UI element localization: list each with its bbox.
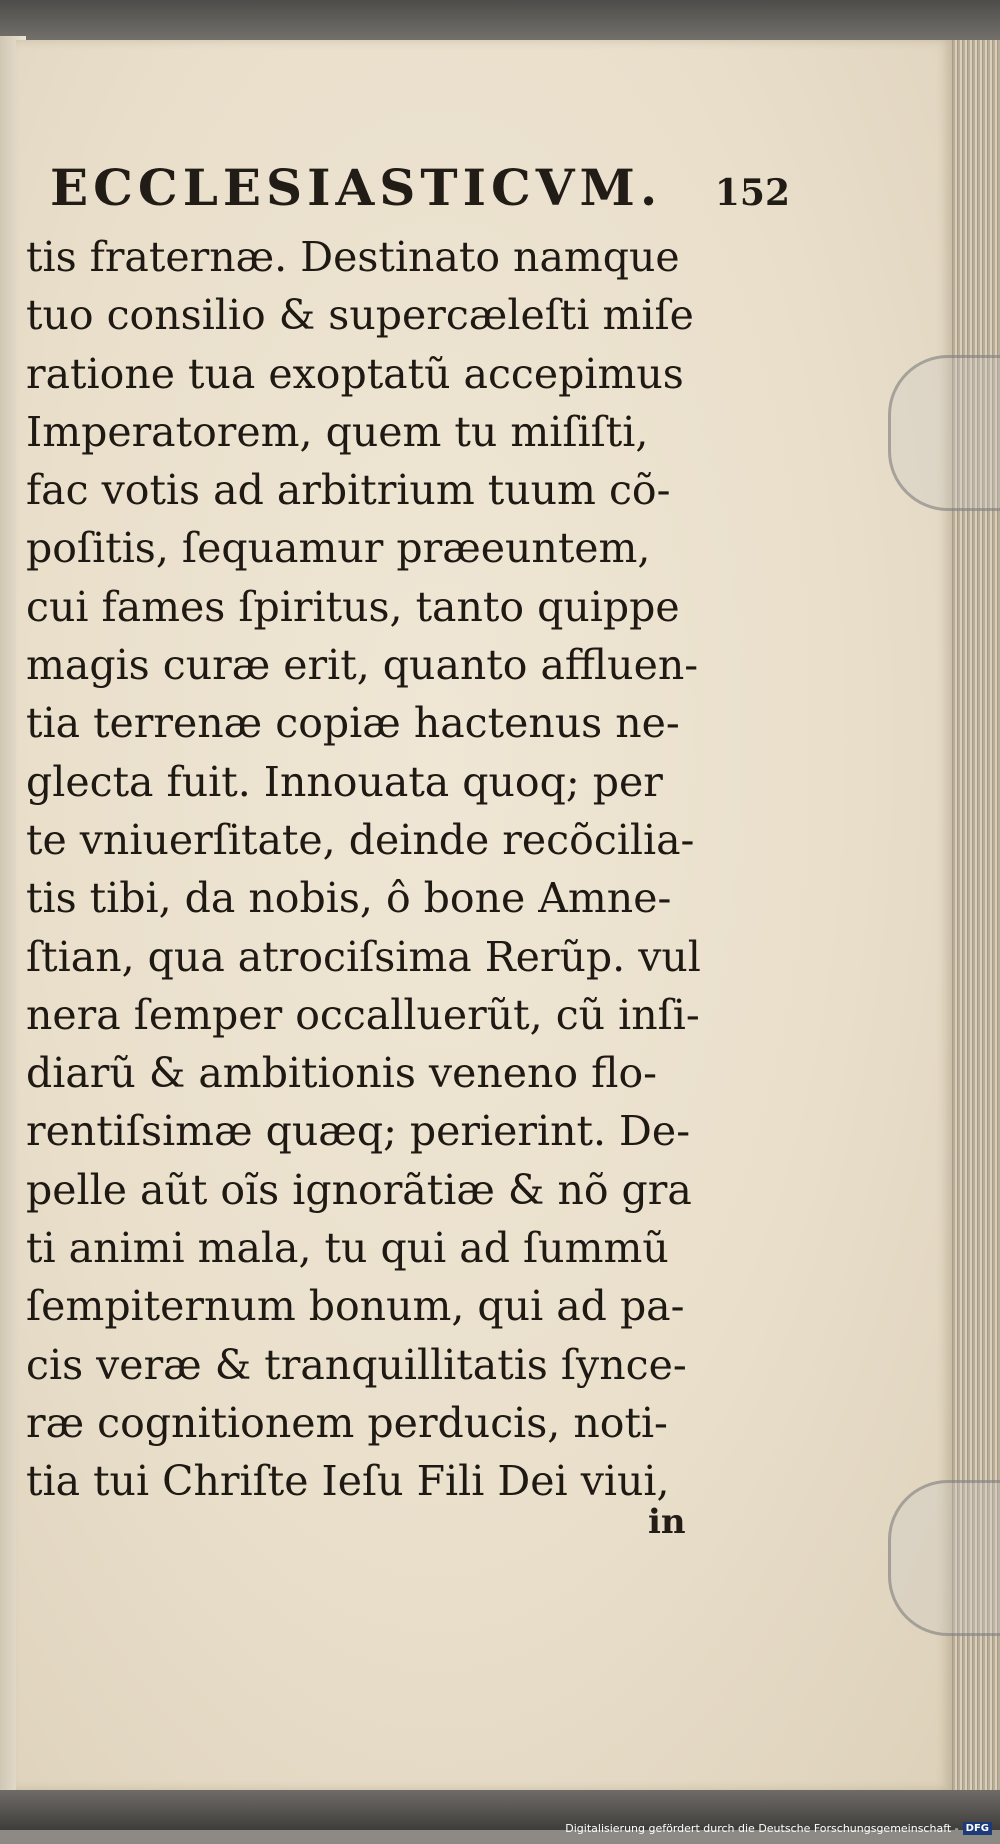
text-line: ratione tua exoptatũ accepimus [26, 349, 684, 398]
text-line: diarũ & ambitionis veneno flo- [26, 1049, 658, 1098]
text-line: rentiſsimæ quæq; perierint. De- [26, 1107, 691, 1156]
text-line: ſtian, qua atrociſsima Rerũp. vul [26, 932, 701, 981]
text-line: cui fames ſpiritus, tanto quippe [26, 582, 680, 631]
text-line: fac votis ad arbitrium tuum cõ- [26, 466, 671, 515]
text-line: ræ cognitionem perducis, noti- [26, 1398, 668, 1447]
text-line: cis veræ & tranquillitatis ſynce- [26, 1340, 687, 1389]
catchword: in [648, 1502, 686, 1542]
running-head: ECCLESIASTICVM. [50, 158, 663, 217]
dfg-logo-badge: DFG [963, 1822, 992, 1835]
page-clip-bottom [888, 1480, 1000, 1636]
page-number: 152 [714, 172, 790, 214]
text-line: te vniuerſitate, deinde recõcilia- [26, 815, 695, 864]
page-clip-top [888, 355, 1000, 511]
page-header [50, 158, 790, 217]
text-line: tis tibi, da nobis, ô bone Amne- [26, 874, 672, 923]
body-text [26, 228, 746, 1511]
text-line: magis curæ erit, quanto affluen- [26, 641, 699, 690]
text-line: tuo consilio & supercæleſti miſe [26, 291, 694, 340]
text-line: pelle aũt oĩs ignorãtiæ & nõ gra [26, 1165, 692, 1214]
text-line: nera ſemper occalluerũt, cũ inſi- [26, 990, 700, 1039]
text-line: poſitis, ſequamur præeuntem, [26, 524, 651, 573]
text-line: tia terrenæ copiæ hactenus ne- [26, 699, 680, 748]
text-line: Imperatorem, quem tu miſiſti, [26, 407, 649, 456]
text-line: ſempiternum bonum, qui ad pa- [26, 1282, 685, 1331]
funding-credit: Digitalisierung gefördert durch die Deutsche Forschungsgemeinschaft - [565, 1822, 959, 1835]
text-line: tia tui Chriſte Ieſu Fili Dei viui, [26, 1457, 670, 1506]
digitization-footer [565, 1822, 992, 1835]
text-line: tis fraternæ. Destinato namque [26, 233, 680, 281]
text-line: glecta fuit. Innouata quoq; per [26, 757, 663, 806]
text-line: ti animi mala, tu qui ad ſummũ [26, 1224, 669, 1273]
